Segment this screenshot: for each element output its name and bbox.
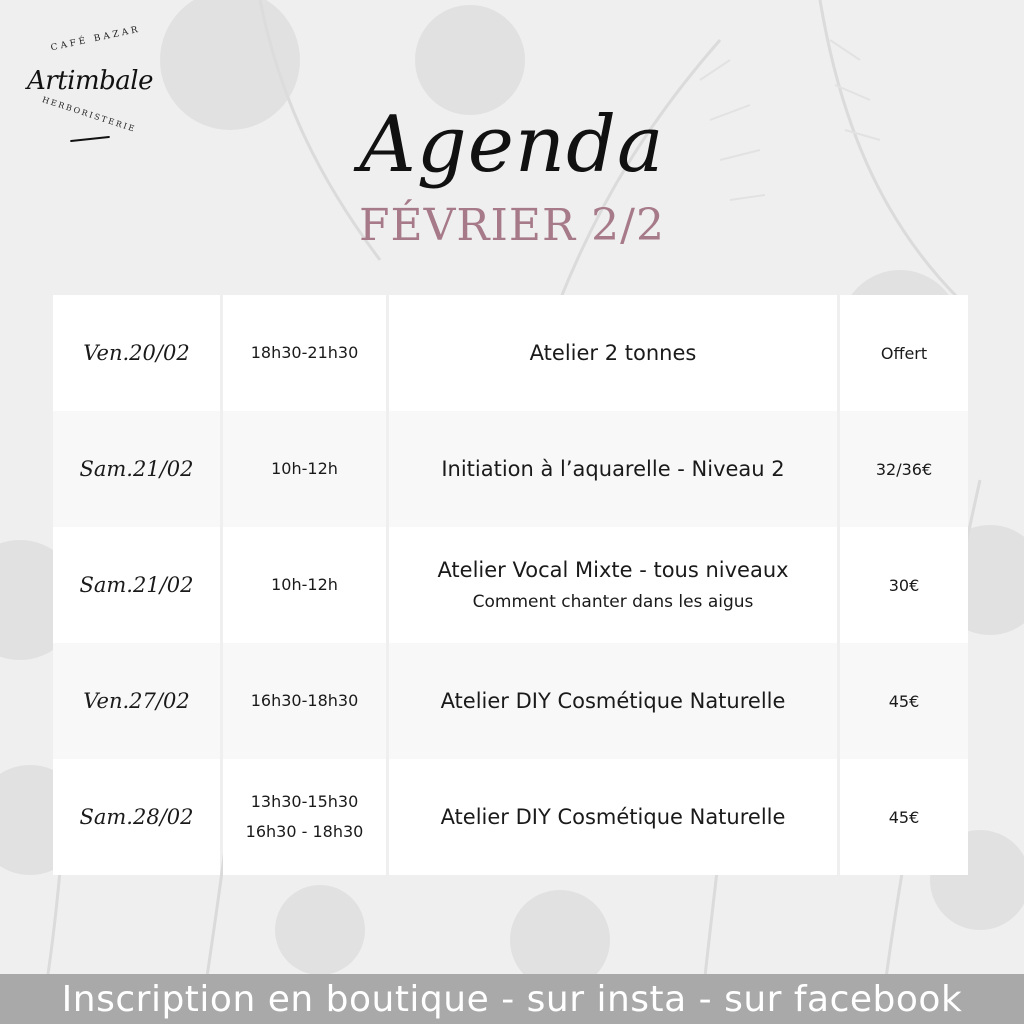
event-date: Sam.21/02 xyxy=(53,527,220,643)
event-price: 30€ xyxy=(840,527,968,643)
footer-banner xyxy=(0,974,1024,1024)
event-title: Atelier DIY Cosmétique Naturelle xyxy=(440,689,786,713)
table-row xyxy=(53,411,971,527)
event-title-cell xyxy=(389,527,837,643)
event-time xyxy=(223,295,386,411)
table-row xyxy=(53,643,971,759)
logo-bottom-text: HERBORISTERIE xyxy=(41,95,138,134)
event-price: 45€ xyxy=(840,759,968,875)
page-subtitle: FÉVRIER 2/2 xyxy=(359,200,665,251)
event-date: Ven.20/02 xyxy=(53,295,220,411)
table-row xyxy=(53,295,971,411)
event-title-cell xyxy=(389,411,837,527)
event-time xyxy=(223,527,386,643)
event-subtitle: Comment chanter dans les aigus xyxy=(472,592,754,612)
table-row xyxy=(53,759,971,875)
event-price: Offert xyxy=(840,295,968,411)
table-row xyxy=(53,527,971,643)
event-title: Atelier Vocal Mixte - tous niveaux xyxy=(437,558,789,582)
event-time xyxy=(223,759,386,875)
event-date: Ven.27/02 xyxy=(53,643,220,759)
event-price: 32/36€ xyxy=(840,411,968,527)
event-title-cell xyxy=(389,295,837,411)
event-date: Sam.28/02 xyxy=(53,759,220,875)
event-time-line: 16h30 - 18h30 xyxy=(245,822,364,841)
event-time-line: 18h30-21h30 xyxy=(250,343,359,362)
event-title: Atelier DIY Cosmétique Naturelle xyxy=(440,805,786,829)
footer-text: Inscription en boutique - sur insta - sur facebook xyxy=(61,978,963,1020)
event-time xyxy=(223,643,386,759)
event-time-line: 13h30-15h30 xyxy=(250,792,359,811)
event-title-cell xyxy=(389,643,837,759)
event-date: Sam.21/02 xyxy=(53,411,220,527)
event-price: 45€ xyxy=(840,643,968,759)
event-title: Atelier 2 tonnes xyxy=(529,341,697,365)
agenda-table xyxy=(53,295,971,875)
event-time-line: 16h30-18h30 xyxy=(250,691,359,710)
logo-top-text: CAFÉ BAZAR xyxy=(49,24,142,54)
event-title-cell xyxy=(389,759,837,875)
page-title: Agenda xyxy=(359,100,665,190)
event-time-line: 10h-12h xyxy=(271,459,338,478)
event-title: Initiation à l’aquarelle - Niveau 2 xyxy=(441,457,785,481)
event-time xyxy=(223,411,386,527)
logo-name: Artimbale xyxy=(27,66,153,96)
event-time-line: 10h-12h xyxy=(271,575,338,594)
